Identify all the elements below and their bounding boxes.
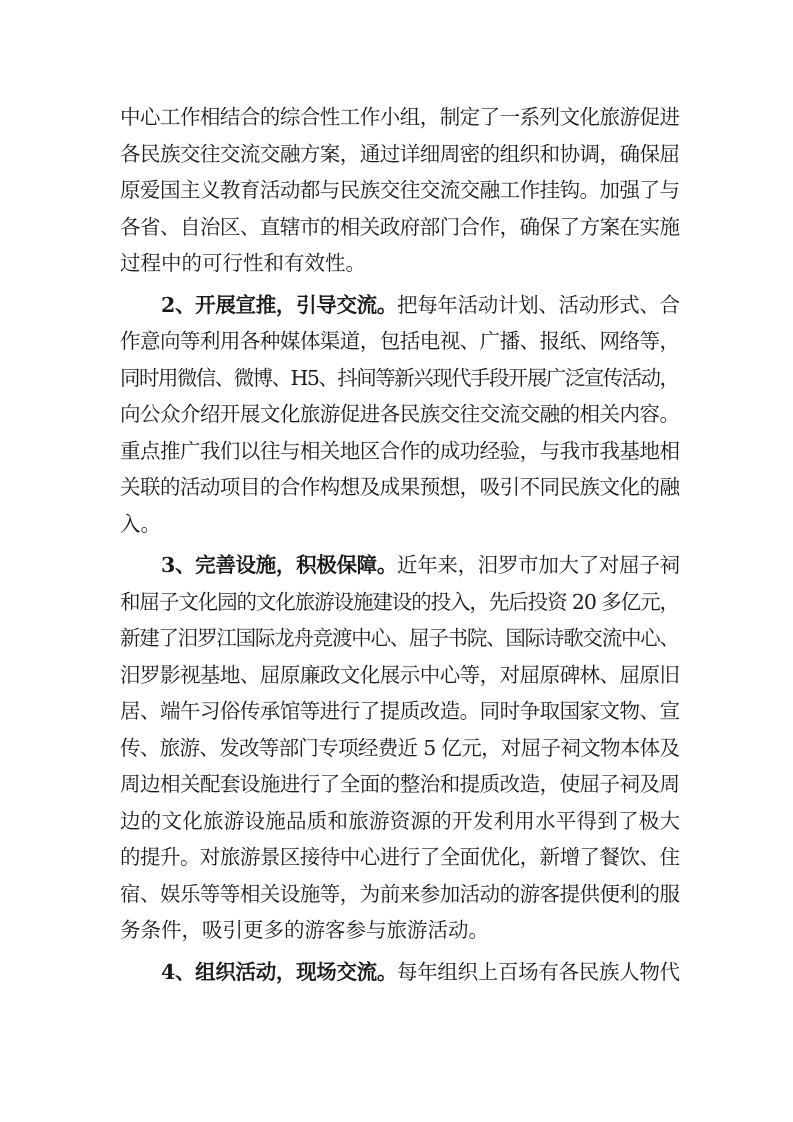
text-line: 周边相关配套设施进行了全面的整治和提质改造，使屈子祠及周: [120, 772, 680, 796]
text-line: 过程中的可行性和有效性。: [120, 251, 366, 275]
section-heading: 2、开展宣推，引导交流。: [161, 292, 398, 317]
text-line: 和屈子文化园的文化旅游设施建设的投入，先后投资 20 多亿元，: [120, 589, 679, 614]
section-heading: 3、完善设施，积极保障。: [161, 553, 398, 577]
text-line: 宿、娱乐等等相关设施等，为前来参加活动的游客提供便利的服: [120, 881, 680, 906]
text-line: 居、端午习俗传承馆等进行了提质改造。同时争取国家文物、宣: [120, 699, 680, 723]
text-line: 新建了汨罗江国际龙舟竞渡中心、屈子书院、国际诗歌交流中心、: [120, 626, 679, 650]
text-run: 把每年活动计划、活动形式、合: [397, 292, 680, 317]
text-line: [120, 287, 680, 324]
text-line: 边的文化旅游设施品质和旅游资源的开发利用水平得到了极大: [120, 808, 681, 833]
paragraph-2: [120, 287, 680, 543]
paragraph-3: [120, 547, 680, 949]
text-line: 中心工作相结合的综合性工作小组，制定了一系列文化旅游促进: [120, 105, 680, 129]
text-line: [120, 547, 680, 584]
text-line: 向公众介绍开展文化旅游促进各民族交往交流交融的相关内容。: [120, 402, 680, 426]
text-line: [120, 954, 680, 991]
text-line: 重点推广我们以往与相关地区合作的成功经验，与我市我基地相: [120, 438, 680, 463]
document-page: [120, 99, 680, 990]
text-line: 务条件，吸引更多的游客参与旅游活动。: [120, 918, 489, 942]
text-run: 每年组织上百场有各民族人物代: [397, 959, 680, 984]
text-line: 传、旅游、发改等部门专项经费近 5 亿元，对屈子祠文物本体及: [120, 735, 680, 760]
text-line: 汨罗影视基地、屈原廉政文化展示中心等，对屈原碑林、屈原旧: [120, 662, 680, 687]
text-line: 入。: [120, 511, 161, 536]
paragraph-4: [120, 954, 680, 991]
text-line: 各民族交往交流交融方案，通过详细周密的组织和协调，确保屈: [120, 141, 680, 166]
text-run: 近年来，汨罗市加大了对屈子祠: [397, 553, 680, 577]
paragraph-1: [120, 99, 680, 282]
text-line: 各省、自治区、直辖市的相关政府部门合作，确保了方案在实施: [120, 214, 680, 239]
text-line: 原爱国主义教育活动都与民族交往交流交融工作挂钩。加强了与: [120, 178, 680, 202]
section-heading: 4、组织活动，现场交流。: [161, 959, 398, 984]
text-line: 关联的活动项目的合作构想及成果预想，吸引不同民族文化的融: [120, 475, 680, 499]
text-line: 的提升。对旅游景区接待中心进行了全面优化，新增了餐饮、住: [120, 845, 680, 869]
text-line: 作意向等利用各种媒体渠道，包括电视、广播、报纸、网络等，: [120, 329, 680, 353]
text-line: 同时用微信、微博、H5、抖间等新兴现代手段开展广泛宣传活动，: [120, 365, 679, 390]
